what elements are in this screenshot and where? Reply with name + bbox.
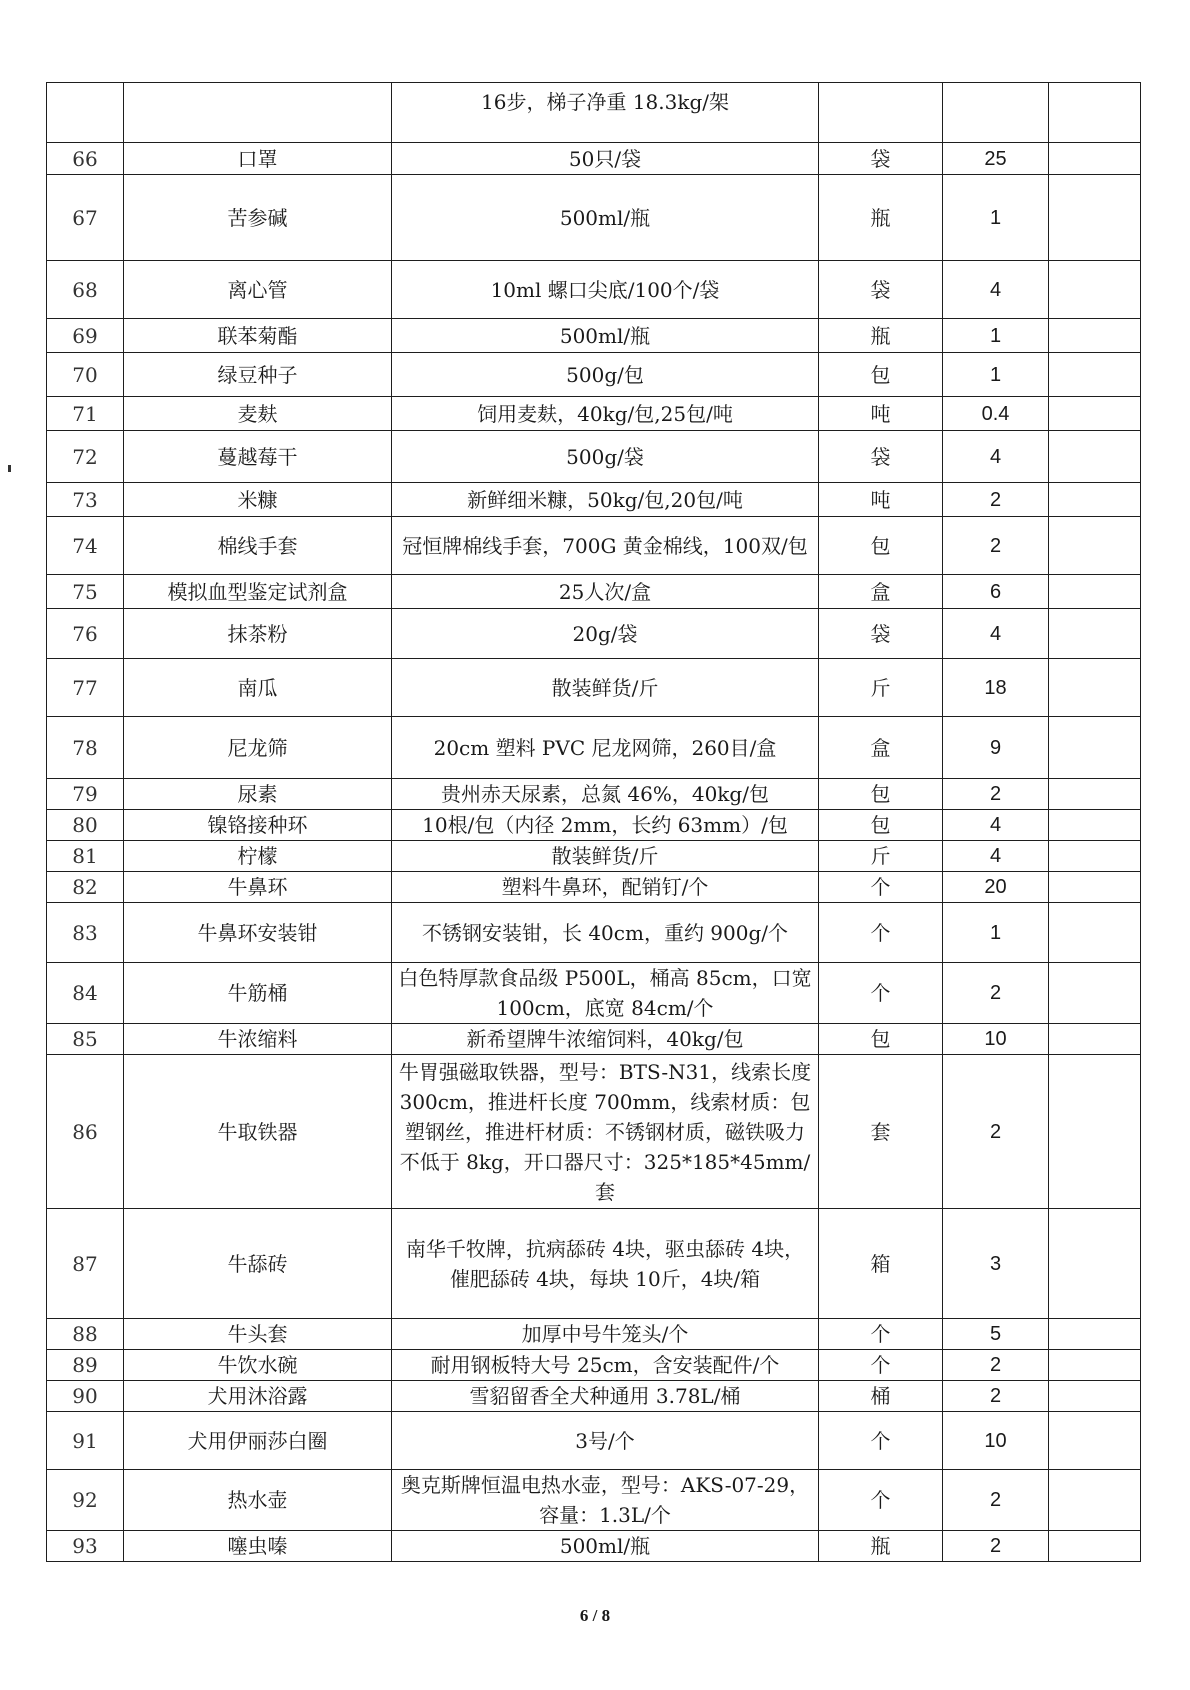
item-name: 绿豆种子 — [124, 353, 392, 397]
item-spec: 25人次/盒 — [392, 575, 819, 609]
item-number: 88 — [47, 1319, 124, 1350]
item-unit: 盒 — [819, 575, 943, 609]
item-remark — [1049, 903, 1141, 963]
item-unit: 瓶 — [819, 319, 943, 353]
item-name: 镍铬接种环 — [124, 810, 392, 841]
item-quantity: 4 — [943, 431, 1049, 483]
item-quantity: 1 — [943, 175, 1049, 261]
table-row — [47, 1350, 1141, 1381]
item-spec: 500ml/瓶 — [392, 319, 819, 353]
table-row — [47, 575, 1141, 609]
item-remark — [1049, 841, 1141, 872]
item-spec: 加厚中号牛笼头/个 — [392, 1319, 819, 1350]
item-spec: 10ml 螺口尖底/100个/袋 — [392, 261, 819, 319]
item-name: 苦参碱 — [124, 175, 392, 261]
item-remark — [1049, 575, 1141, 609]
item-number: 73 — [47, 483, 124, 517]
item-number: 84 — [47, 963, 124, 1024]
item-name: 噻虫嗪 — [124, 1531, 392, 1562]
item-remark — [1049, 1381, 1141, 1412]
item-number: 68 — [47, 261, 124, 319]
item-quantity: 3 — [943, 1209, 1049, 1319]
item-spec: 16步，梯子净重 18.3kg/架 — [392, 83, 819, 143]
item-unit: 瓶 — [819, 1531, 943, 1562]
table-row — [47, 609, 1141, 659]
item-remark — [1049, 609, 1141, 659]
item-name: 米糠 — [124, 483, 392, 517]
item-name: 犬用伊丽莎白圈 — [124, 1412, 392, 1470]
table-row — [47, 717, 1141, 779]
item-remark — [1049, 175, 1141, 261]
item-spec: 雪貂留香全犬种通用 3.78L/桶 — [392, 1381, 819, 1412]
item-unit: 个 — [819, 903, 943, 963]
table-row — [47, 175, 1141, 261]
item-quantity: 2 — [943, 1381, 1049, 1412]
item-unit: 包 — [819, 517, 943, 575]
item-remark — [1049, 872, 1141, 903]
table-row — [47, 872, 1141, 903]
item-unit: 个 — [819, 1470, 943, 1531]
item-number — [47, 83, 124, 143]
item-quantity: 4 — [943, 810, 1049, 841]
item-spec: 50只/袋 — [392, 143, 819, 175]
item-unit: 包 — [819, 779, 943, 810]
item-number: 79 — [47, 779, 124, 810]
table-row — [47, 1209, 1141, 1319]
table-row — [47, 1412, 1141, 1470]
item-number: 80 — [47, 810, 124, 841]
item-number: 90 — [47, 1381, 124, 1412]
item-name: 抹茶粉 — [124, 609, 392, 659]
item-spec: 奥克斯牌恒温电热水壶，型号：AKS-07-29，容量：1.3L/个 — [392, 1470, 819, 1531]
table-row — [47, 1381, 1141, 1412]
item-spec: 塑料牛鼻环，配销钉/个 — [392, 872, 819, 903]
table-row — [47, 903, 1141, 963]
item-number: 83 — [47, 903, 124, 963]
item-name: 犬用沐浴露 — [124, 1381, 392, 1412]
item-name: 南瓜 — [124, 659, 392, 717]
item-spec: 饲用麦麸，40kg/包,25包/吨 — [392, 397, 819, 431]
table-row — [47, 517, 1141, 575]
item-quantity: 2 — [943, 779, 1049, 810]
item-name: 尿素 — [124, 779, 392, 810]
item-name: 牛鼻环安装钳 — [124, 903, 392, 963]
item-unit: 个 — [819, 1412, 943, 1470]
item-remark — [1049, 397, 1141, 431]
item-remark — [1049, 659, 1141, 717]
table-row — [47, 810, 1141, 841]
item-unit: 包 — [819, 1024, 943, 1055]
item-number: 66 — [47, 143, 124, 175]
item-name: 尼龙筛 — [124, 717, 392, 779]
table-row — [47, 779, 1141, 810]
item-number: 67 — [47, 175, 124, 261]
item-remark — [1049, 483, 1141, 517]
page-number: 6 / 8 — [579, 1606, 611, 1625]
item-quantity: 2 — [943, 1055, 1049, 1209]
item-unit: 吨 — [819, 483, 943, 517]
item-name: 柠檬 — [124, 841, 392, 872]
continuation-row — [47, 83, 1141, 143]
item-name: 热水壶 — [124, 1470, 392, 1531]
item-unit: 袋 — [819, 143, 943, 175]
item-unit: 箱 — [819, 1209, 943, 1319]
item-number: 78 — [47, 717, 124, 779]
item-unit: 个 — [819, 963, 943, 1024]
item-unit: 个 — [819, 1319, 943, 1350]
item-quantity: 2 — [943, 517, 1049, 575]
item-name: 棉线手套 — [124, 517, 392, 575]
item-unit — [819, 83, 943, 143]
item-unit: 盒 — [819, 717, 943, 779]
item-remark — [1049, 1350, 1141, 1381]
item-quantity: 2 — [943, 1531, 1049, 1562]
table-row — [47, 143, 1141, 175]
item-remark — [1049, 1531, 1141, 1562]
item-remark — [1049, 83, 1141, 143]
item-name: 牛浓缩料 — [124, 1024, 392, 1055]
item-number: 70 — [47, 353, 124, 397]
table-row — [47, 353, 1141, 397]
item-name: 牛鼻环 — [124, 872, 392, 903]
item-unit: 袋 — [819, 431, 943, 483]
item-spec: 白色特厚款食品级 P500L，桶高 85cm，口宽 100cm，底宽 84cm/个 — [392, 963, 819, 1024]
item-name: 联苯菊酯 — [124, 319, 392, 353]
item-spec: 20g/袋 — [392, 609, 819, 659]
item-quantity: 2 — [943, 963, 1049, 1024]
item-name: 牛饮水碗 — [124, 1350, 392, 1381]
item-spec: 500g/包 — [392, 353, 819, 397]
item-number: 91 — [47, 1412, 124, 1470]
item-quantity — [943, 83, 1049, 143]
item-remark — [1049, 143, 1141, 175]
table-row — [47, 261, 1141, 319]
table-row — [47, 841, 1141, 872]
table-row — [47, 1024, 1141, 1055]
item-quantity: 18 — [943, 659, 1049, 717]
item-quantity: 25 — [943, 143, 1049, 175]
item-name: 口罩 — [124, 143, 392, 175]
item-spec: 新希望牌牛浓缩饲料，40kg/包 — [392, 1024, 819, 1055]
item-quantity: 2 — [943, 1470, 1049, 1531]
item-number: 69 — [47, 319, 124, 353]
item-number: 72 — [47, 431, 124, 483]
table-row — [47, 1470, 1141, 1531]
table-row — [47, 1319, 1141, 1350]
item-quantity: 1 — [943, 903, 1049, 963]
item-spec: 散装鲜货/斤 — [392, 659, 819, 717]
item-unit: 套 — [819, 1055, 943, 1209]
item-spec: 贵州赤天尿素，总氮 46%，40kg/包 — [392, 779, 819, 810]
item-quantity: 20 — [943, 872, 1049, 903]
item-spec: 不锈钢安装钳，长 40cm，重约 900g/个 — [392, 903, 819, 963]
item-quantity: 0.4 — [943, 397, 1049, 431]
item-spec: 散装鲜货/斤 — [392, 841, 819, 872]
item-quantity: 10 — [943, 1024, 1049, 1055]
item-number: 85 — [47, 1024, 124, 1055]
item-unit: 桶 — [819, 1381, 943, 1412]
item-number: 74 — [47, 517, 124, 575]
item-unit: 吨 — [819, 397, 943, 431]
item-unit: 包 — [819, 353, 943, 397]
item-number: 82 — [47, 872, 124, 903]
item-number: 89 — [47, 1350, 124, 1381]
item-name: 牛筋桶 — [124, 963, 392, 1024]
item-quantity: 4 — [943, 841, 1049, 872]
item-quantity: 1 — [943, 319, 1049, 353]
item-remark — [1049, 810, 1141, 841]
table-row — [47, 659, 1141, 717]
table-row — [47, 1055, 1141, 1209]
item-name: 牛头套 — [124, 1319, 392, 1350]
item-remark — [1049, 1209, 1141, 1319]
item-remark — [1049, 779, 1141, 810]
table-row — [47, 431, 1141, 483]
item-quantity: 2 — [943, 483, 1049, 517]
item-remark — [1049, 717, 1141, 779]
item-spec: 南华千牧牌，抗病舔砖 4块，驱虫舔砖 4块，催肥舔砖 4块，每块 10斤，4块/箱 — [392, 1209, 819, 1319]
item-spec: 500ml/瓶 — [392, 175, 819, 261]
item-name: 牛舔砖 — [124, 1209, 392, 1319]
item-unit: 包 — [819, 810, 943, 841]
item-remark — [1049, 1412, 1141, 1470]
item-quantity: 4 — [943, 609, 1049, 659]
item-name: 牛取铁器 — [124, 1055, 392, 1209]
item-name — [124, 83, 392, 143]
item-number: 86 — [47, 1055, 124, 1209]
item-remark — [1049, 1024, 1141, 1055]
item-remark — [1049, 431, 1141, 483]
item-name: 模拟血型鉴定试剂盒 — [124, 575, 392, 609]
item-number: 92 — [47, 1470, 124, 1531]
item-name: 蔓越莓干 — [124, 431, 392, 483]
item-spec: 3号/个 — [392, 1412, 819, 1470]
item-quantity: 10 — [943, 1412, 1049, 1470]
item-unit: 斤 — [819, 659, 943, 717]
item-unit: 个 — [819, 1350, 943, 1381]
item-unit: 个 — [819, 872, 943, 903]
item-spec: 500ml/瓶 — [392, 1531, 819, 1562]
item-spec: 新鲜细米糠，50kg/包,20包/吨 — [392, 483, 819, 517]
item-spec: 耐用钢板特大号 25cm，含安装配件/个 — [392, 1350, 819, 1381]
item-spec: 500g/袋 — [392, 431, 819, 483]
scan-speck — [8, 465, 11, 472]
item-unit: 袋 — [819, 261, 943, 319]
item-spec: 20cm 塑料 PVC 尼龙网筛，260目/盒 — [392, 717, 819, 779]
table-row — [47, 397, 1141, 431]
table-row — [47, 319, 1141, 353]
table-row — [47, 963, 1141, 1024]
item-remark — [1049, 1055, 1141, 1209]
item-remark — [1049, 319, 1141, 353]
item-unit: 瓶 — [819, 175, 943, 261]
table-row — [47, 483, 1141, 517]
item-spec: 冠恒牌棉线手套，700G 黄金棉线，100双/包 — [392, 517, 819, 575]
item-remark — [1049, 261, 1141, 319]
item-number: 77 — [47, 659, 124, 717]
item-remark — [1049, 963, 1141, 1024]
item-quantity: 2 — [943, 1350, 1049, 1381]
item-number: 93 — [47, 1531, 124, 1562]
item-unit: 袋 — [819, 609, 943, 659]
item-name: 麦麸 — [124, 397, 392, 431]
item-spec: 10根/包（内径 2mm，长约 63mm）/包 — [392, 810, 819, 841]
item-number: 71 — [47, 397, 124, 431]
item-quantity: 4 — [943, 261, 1049, 319]
items-table — [46, 82, 1141, 1562]
item-number: 87 — [47, 1209, 124, 1319]
item-number: 76 — [47, 609, 124, 659]
item-quantity: 6 — [943, 575, 1049, 609]
item-quantity: 5 — [943, 1319, 1049, 1350]
item-number: 75 — [47, 575, 124, 609]
item-number: 81 — [47, 841, 124, 872]
item-unit: 斤 — [819, 841, 943, 872]
item-name: 离心管 — [124, 261, 392, 319]
table-row — [47, 1531, 1141, 1562]
items-table-body — [47, 83, 1141, 1562]
item-remark — [1049, 353, 1141, 397]
item-remark — [1049, 517, 1141, 575]
item-remark — [1049, 1470, 1141, 1531]
item-quantity: 1 — [943, 353, 1049, 397]
item-quantity: 9 — [943, 717, 1049, 779]
item-remark — [1049, 1319, 1141, 1350]
item-spec: 牛胃强磁取铁器，型号：BTS-N31，线索长度 300cm，推进杆长度 700mm，线索材质：包塑钢丝，推进杆材质：不锈钢材质，磁铁吸力不低于 8kg，开口器尺寸：325*185*45mm/套 — [392, 1055, 819, 1209]
